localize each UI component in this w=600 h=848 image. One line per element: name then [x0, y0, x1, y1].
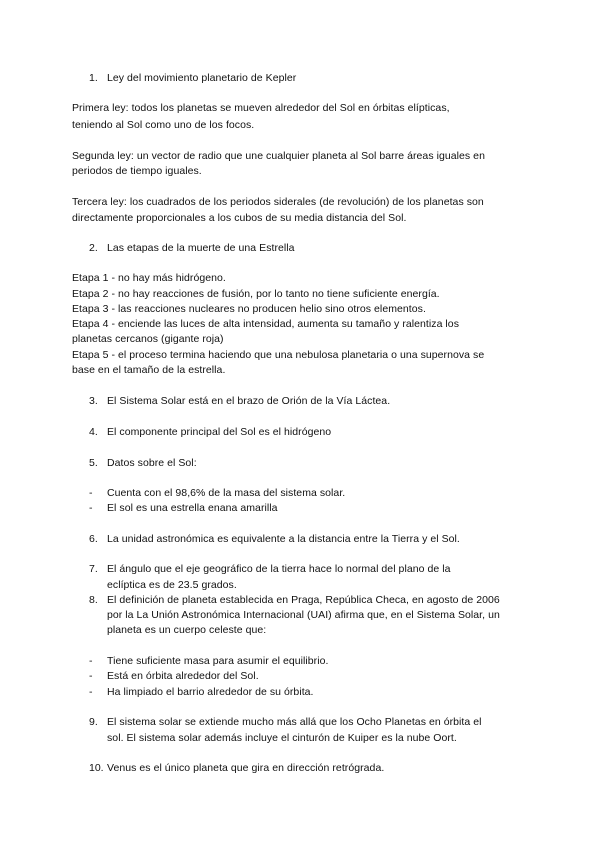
list-number: 8.	[89, 594, 98, 606]
paragraph-line: Segunda ley: un vector de radio que une cualquier planeta al Sol barre áreas iguales en	[72, 150, 485, 162]
bullet-dash: -	[89, 487, 93, 499]
list-item: El Sistema Solar está en el brazo de Orión de la Vía Láctea.	[107, 395, 391, 407]
bullet-item: Cuenta con el 98,6% de la masa del sistema solar.	[107, 487, 346, 499]
paragraph-line: Tercera ley: los cuadrados de los periodos siderales (de revolución) de los planetas son	[72, 196, 484, 208]
list-item: Venus es el único planeta que gira en dirección retrógrada.	[107, 762, 385, 774]
list-number: 9.	[89, 716, 98, 728]
stage-line: Etapa 5 - el proceso termina haciendo que una nebulosa planetaria o una supernova se	[72, 349, 485, 361]
list-item-line: planeta es un cuerpo celeste que:	[107, 624, 267, 636]
list-number: 6.	[89, 533, 98, 545]
list-item: La unidad astronómica es equivalente a la distancia entre la Tierra y el Sol.	[107, 533, 460, 545]
bullet-item: El sol es una estrella enana amarilla	[107, 502, 278, 514]
paragraph-line: teniendo al Sol como uno de los focos.	[72, 119, 255, 131]
paragraph-line: Primera ley: todos los planetas se mueven alrededor del Sol en órbitas elípticas,	[72, 102, 450, 114]
stage-line: planetas cercanos (gigante roja)	[72, 333, 224, 345]
list-number: 2.	[89, 242, 98, 254]
list-item-line: El ángulo que el eje geográfico de la tierra hace lo normal del plano de la	[107, 563, 451, 575]
bullet-item: Tiene suficiente masa para asumir el equilibrio.	[107, 655, 329, 667]
stage-line: Etapa 3 - las reacciones nucleares no producen helio sino otros elementos.	[72, 303, 426, 315]
bullet-dash: -	[89, 502, 93, 514]
list-item: Datos sobre el Sol:	[107, 457, 197, 469]
bullet-dash: -	[89, 670, 93, 682]
stage-line: Etapa 1 - no hay más hidrógeno.	[72, 272, 226, 284]
stage-line: Etapa 4 - enciende las luces de alta intensidad, aumenta su tamaño y ralentiza los	[72, 318, 460, 330]
list-number: 10.	[89, 762, 104, 774]
paragraph-line: periodos de tiempo iguales.	[72, 165, 202, 177]
list-number: 5.	[89, 457, 98, 469]
list-item-line: sol. El sistema solar además incluye el cinturón de Kuiper es la nube Oort.	[107, 732, 457, 744]
stage-line: base en el tamaño de la estrella.	[72, 364, 226, 376]
bullet-dash: -	[89, 686, 93, 698]
section-title-kepler: Ley del movimiento planetario de Kepler	[107, 72, 297, 84]
list-number: 3.	[89, 395, 98, 407]
bullet-item: Está en órbita alrededor del Sol.	[107, 670, 259, 682]
list-item-line: por la La Unión Astronómica Internacional (UAI) afirma que, en el Sistema Solar, un	[107, 609, 500, 621]
list-number: 1.	[89, 72, 98, 84]
list-item: El componente principal del Sol es el hidrógeno	[107, 426, 332, 438]
section-title-star-death: Las etapas de la muerte de una Estrella	[107, 242, 295, 254]
bullet-item: Ha limpiado el barrio alrededor de su órbita.	[107, 686, 314, 698]
list-item-line: eclíptica es de 23.5 grados.	[107, 579, 237, 591]
list-number: 7.	[89, 563, 98, 575]
list-item-line: El sistema solar se extiende mucho más allá que los Ocho Planetas en órbita el	[107, 716, 482, 728]
stage-line: Etapa 2 - no hay reacciones de fusión, por lo tanto no tiene suficiente energía.	[72, 288, 440, 300]
bullet-dash: -	[89, 655, 93, 667]
list-number: 4.	[89, 426, 98, 438]
paragraph-line: directamente proporcionales a los cubos de su media distancia del Sol.	[72, 212, 407, 224]
list-item-line: El definición de planeta establecida en Praga, República Checa, en agosto de 2006	[107, 594, 500, 606]
